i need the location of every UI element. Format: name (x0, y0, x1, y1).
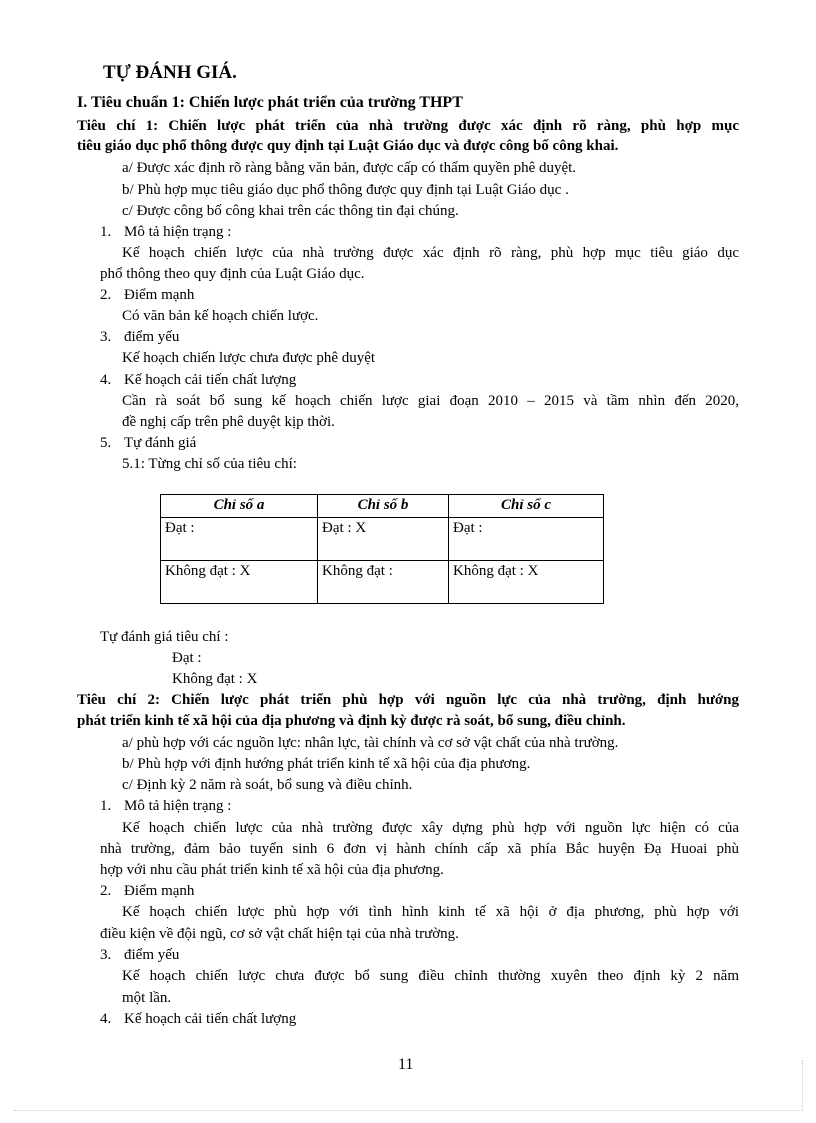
table-header-c: Chỉ số c (449, 495, 604, 518)
c2-diemyeu-text-line2: một lần. (122, 990, 172, 1006)
table-cell: Không đạt : X (161, 561, 318, 604)
criterion-2-item-a: a/ phù hợp với các nguồn lực: nhân lực, tài chính và cơ sở vật chất của nhà trường. (122, 735, 619, 751)
criterion-1-heading-line1: Tiêu chí 1: Chiến lược phát triển của nhà trường được xác định rõ ràng, phù hợp mục (77, 118, 739, 134)
table-cell: Đạt : (449, 518, 604, 561)
c2-kehoach-label: 4. Kế hoạch cải tiến chất lượng (100, 1011, 297, 1027)
table-header-a: Chỉ số a (161, 495, 318, 518)
table-cell: Đạt : X (318, 518, 449, 561)
criteria-index-table (160, 494, 604, 604)
table-cell: Không đạt : (318, 561, 449, 604)
page-number: 11 (398, 1056, 414, 1073)
c1-mota-label: 1. Mô tả hiện trạng : (100, 224, 232, 240)
table-cell: Đạt : (161, 518, 318, 561)
c1-mota-text-line2: phổ thông theo quy định của Luật Giáo dục. (100, 266, 365, 282)
criterion-2-heading-line2: phát triển kinh tế xã hội của địa phương và định kỳ được rà soát, bổ sung, điều chỉnh. (77, 713, 626, 729)
c2-diemmanh-text-line1: Kế hoạch chiến lược phù hợp với tình hình kinh tế xã hội ở địa phương, phù hợp với (122, 904, 739, 920)
c1-diemyeu-text: Kế hoạch chiến lược chưa được phê duyệt (122, 350, 376, 366)
criterion-2-item-c: c/ Định kỳ 2 năm rà soát, bổ sung và điều chỉnh. (122, 777, 413, 793)
c2-mota-label: 1. Mô tả hiện trạng : (100, 798, 232, 814)
c2-diemmanh-label: 2. Điểm mạnh (100, 883, 195, 899)
criterion-2-heading-line1: Tiêu chí 2: Chiến lược phát triển phù hợp với nguồn lực của nhà trường, định hướng (77, 692, 739, 708)
c1-dat: Đạt : (172, 650, 202, 666)
c1-self-assessment-label: Tự đánh giá tiêu chí : (100, 629, 229, 645)
criterion-1-item-b: b/ Phù hợp mục tiêu giáo dục phổ thông được quy định tại Luật Giáo dục . (122, 182, 569, 198)
c2-diemyeu-label: 3. điểm yếu (100, 947, 180, 963)
criterion-1-item-a: a/ Được xác định rõ ràng bằng văn bản, được cấp có thẩm quyền phê duyệt. (122, 160, 577, 176)
page-title: TỰ ĐÁNH GIÁ. (103, 62, 237, 83)
c1-diemmanh-label: 2. Điểm mạnh (100, 287, 195, 303)
page-edge-right (802, 1060, 803, 1110)
c2-diemmanh-text-line2: điều kiện về đội ngũ, cơ sở vật chất hiện tại của nhà trường. (100, 926, 459, 942)
c1-chiso-intro: 5.1: Từng chỉ số của tiêu chí: (122, 456, 297, 472)
table-row (161, 561, 604, 604)
c1-kehoach-text-line1: Cần rà soát bổ sung kế hoạch chiến lược giai đoạn 2010 – 2015 và tầm nhìn đến 2020, (122, 393, 739, 409)
c2-diemyeu-text-line1: Kế hoạch chiến lược chưa được bổ sung điều chỉnh thường xuyên theo định kỳ 2 năm (122, 968, 739, 984)
criterion-1-item-c: c/ Được công bố công khai trên các thông tin đại chúng. (122, 203, 459, 219)
c2-mota-text-line3: hợp với nhu cầu phát triển kinh tế xã hội của địa phương. (100, 862, 444, 878)
c1-mota-text-line1: Kế hoạch chiến lược của nhà trường được xác định rõ ràng, phù hợp mục tiêu giáo dục (122, 245, 739, 261)
table-row (161, 518, 604, 561)
c1-kehoach-text-line2: đề nghị cấp trên phê duyệt kịp thời. (122, 414, 335, 430)
criterion-2-item-b: b/ Phù hợp với định hướng phát triển kinh tế xã hội của địa phương. (122, 756, 531, 772)
page-edge-bottom (14, 1110, 802, 1111)
c1-kehoach-label: 4. Kế hoạch cải tiến chất lượng (100, 372, 297, 388)
criterion-1-heading-line2: tiêu giáo dục phổ thông được quy định tại Luật Giáo dục và được công bố công khai. (77, 138, 619, 154)
table-cell: Không đạt : X (449, 561, 604, 604)
c1-tudanhgia-label: 5. Tự đánh giá (100, 435, 197, 451)
section-heading: I. Tiêu chuẩn 1: Chiến lược phát triển của trường THPT (77, 94, 463, 111)
c1-khongdat: Không đạt : X (172, 671, 258, 687)
table-header-row (161, 495, 604, 518)
c2-mota-text-line2: nhà trường, đảm bảo tuyển sinh 6 đơn vị hành chính cấp xã phía Bắc huyện Đạ Huoai phù (100, 841, 739, 857)
c1-diemyeu-label: 3. điểm yếu (100, 329, 180, 345)
c2-mota-text-line1: Kế hoạch chiến lược của nhà trường được xây dựng phù hợp với nguồn lực hiện có của (122, 820, 739, 836)
table-header-b: Chỉ số b (318, 495, 449, 518)
c1-diemmanh-text: Có văn bản kế hoạch chiến lược. (122, 308, 319, 324)
